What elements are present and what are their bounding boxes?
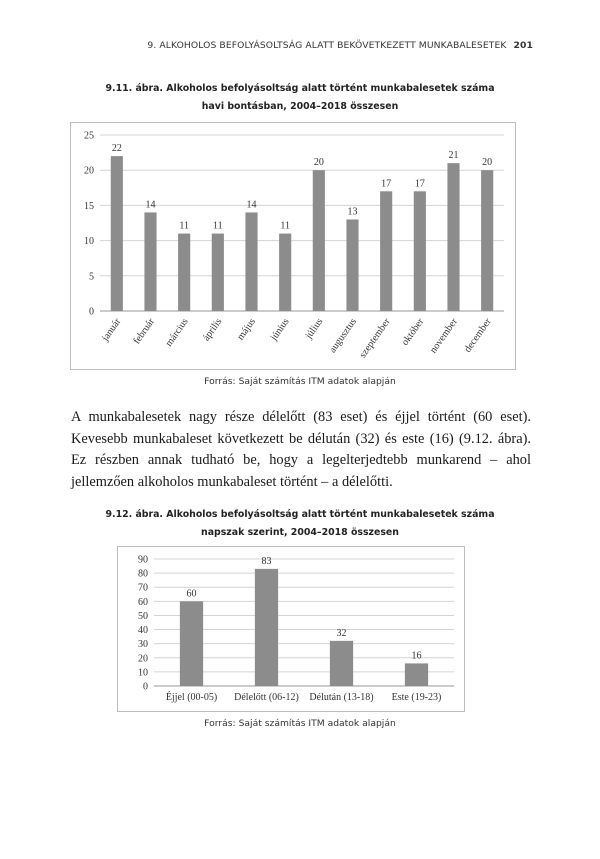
bar (330, 641, 353, 686)
figure1-caption-line2: havi bontásban, 2004–2018 összesen (201, 101, 399, 112)
data-label: 11 (213, 220, 223, 232)
data-label: 17 (381, 178, 392, 190)
header-title: 9. ALKOHOLOS BEFOLYÁSOLTSÁG ALATT BEKÖVETKEZETT MUNKABALESETEK (147, 40, 507, 51)
y-tick-label: 20 (138, 653, 148, 665)
bar (414, 191, 426, 311)
y-tick-label: 25 (84, 130, 94, 142)
x-tick-label: május (235, 316, 258, 343)
y-tick-label: 50 (138, 610, 148, 622)
bar (111, 156, 123, 311)
bar (178, 234, 190, 311)
data-label: 20 (482, 157, 493, 169)
y-tick-label: 0 (143, 681, 148, 693)
figure1-caption-line1: 9.11. ábra. Alkoholos befolyásoltság alatt történt munkabalesetek száma (105, 83, 495, 94)
y-tick-label: 10 (138, 667, 148, 679)
y-tick-label: 40 (138, 625, 148, 637)
x-tick-label: június (268, 316, 292, 343)
x-tick-label: április (200, 316, 225, 344)
y-tick-label: 60 (138, 596, 148, 608)
running-header (0, 40, 533, 51)
x-tick-label: szeptember (357, 316, 393, 361)
body-paragraph: A munkabalesetek nagy része délelőtt (83 eset) és éjjel történt (60 eset). Kevesebb munkabaleset következett be délután (32) és este (16) (9.12. ábra). Ez részben annak tudható be, hogy a legelterjedtebb munkarend – ahol jellemzően alkoholos munkabaleset történt – a délelőtti. (71, 409, 531, 490)
figure2-caption (60, 506, 540, 542)
y-tick-label: 70 (138, 582, 148, 594)
bar (245, 212, 257, 311)
x-tick-label: november (428, 316, 460, 356)
data-label: 21 (448, 150, 459, 162)
y-tick-label: 80 (138, 568, 148, 580)
bar (180, 601, 203, 686)
bar (346, 219, 358, 311)
y-tick-label: 30 (138, 639, 148, 651)
data-label: 13 (347, 206, 358, 218)
data-label: 16 (411, 650, 422, 662)
figure2-caption-line1: 9.12. ábra. Alkoholos befolyásoltság alatt történt munkabalesetek száma (105, 509, 495, 520)
y-tick-label: 0 (89, 306, 94, 318)
x-tick-label: Este (19-23) (391, 692, 442, 703)
y-tick-label: 20 (84, 165, 94, 177)
figure1-source: Forrás: Saját számítás ITM adatok alapján (204, 376, 396, 387)
bar (279, 234, 291, 311)
data-label: 14 (145, 199, 156, 211)
x-tick-label: Délelőtt (06-12) (234, 692, 299, 703)
page-number: 201 (513, 40, 533, 51)
daypart-bar-chart (117, 546, 465, 712)
x-tick-label: Éjjel (00-05) (165, 692, 218, 703)
data-label: 11 (179, 220, 189, 232)
chart-frame (118, 547, 465, 712)
x-tick-label: augusztus (327, 316, 359, 356)
x-tick-label: október (399, 316, 427, 348)
bar (405, 663, 428, 686)
x-tick-label: február (131, 316, 157, 347)
bar (212, 234, 224, 311)
bar (481, 170, 493, 311)
bar (447, 163, 459, 311)
bar (255, 569, 278, 686)
x-tick-label: március (163, 316, 191, 349)
data-label: 20 (313, 157, 324, 169)
bar (144, 212, 156, 311)
figure2-caption-line2: napszak szerint, 2004–2018 összesen (201, 527, 399, 538)
x-tick-label: január (99, 316, 124, 344)
figure2-source: Forrás: Saját számítás ITM adatok alapján (204, 718, 396, 729)
y-tick-label: 10 (84, 236, 94, 248)
data-label: 14 (246, 199, 257, 211)
data-label: 11 (280, 220, 290, 232)
x-tick-label: december (462, 316, 494, 355)
y-tick-label: 5 (89, 271, 94, 283)
data-label: 17 (414, 178, 425, 190)
x-tick-label: július (303, 316, 326, 341)
y-tick-label: 15 (84, 200, 94, 212)
data-label: 22 (111, 143, 122, 155)
data-label: 83 (261, 555, 272, 567)
data-label: 32 (336, 627, 347, 639)
data-label: 60 (186, 588, 197, 600)
bar (313, 170, 325, 311)
x-tick-label: Délután (13-18) (309, 692, 374, 703)
monthly-bar-chart (70, 122, 516, 370)
bar (380, 191, 392, 311)
y-tick-label: 90 (138, 554, 148, 566)
figure1-caption (60, 80, 540, 116)
